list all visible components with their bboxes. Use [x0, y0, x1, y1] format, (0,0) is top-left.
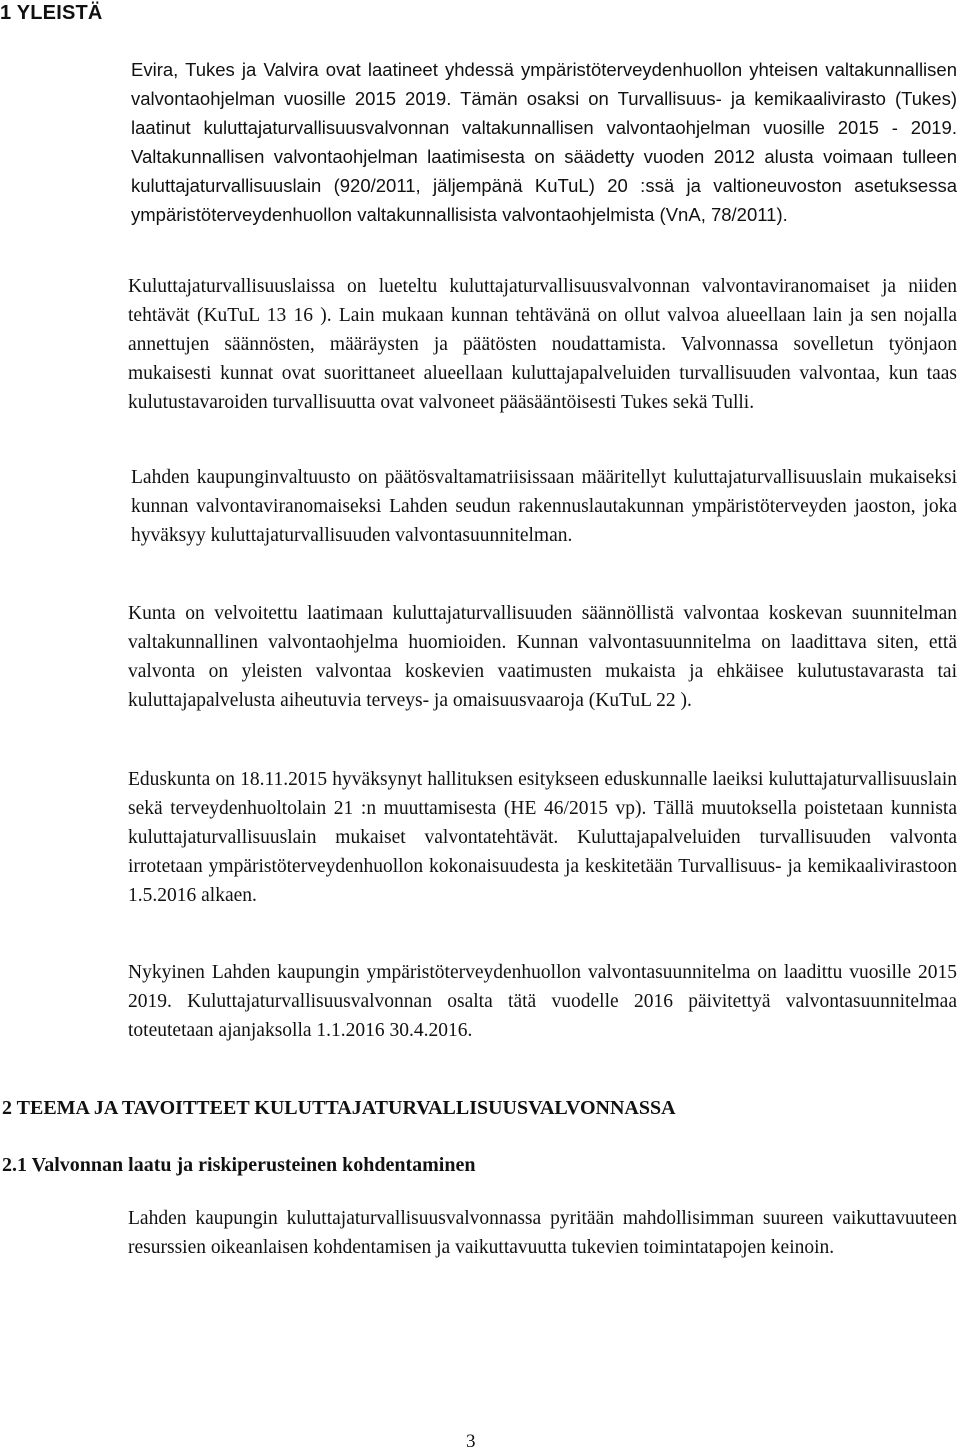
paragraph-nykyinen-suunnitelma: Nykyinen Lahden kaupungin ympäristöterveydenhuollon valvontasuunnitelma on laadittu vuosille 2015 2019. Kuluttajaturvallisuusvalvonnan osalta tätä vuodelle 2016 päivitettyä valvontasuunnitelmaa toteutetaan ajanjaksolla 1.1.2016 30.4.2016.: [128, 962, 957, 1041]
paragraph-valvontaohjelma: Evira, Tukes ja Valvira ovat laatineet yhdessä ympäristöterveydenhuollon yhteisen valtakunnallisen valvontaohjelman vuosille 2015 2019. Tämän osaksi on Turvallisuus- ja kemikaalivirasto (Tukes) laatinut kuluttajaturvallisuusvalvonnan valtakunnallisen valvontaohjelman vuosille 2015 - 2019. Valtakunnallisen valvontaohjelman laatimisesta on säädetty vuoden 2012 alusta voimaan tulleen kuluttajaturvallisuuslain (920/2011, jäljempänä KuTuL) 20 :ssä ja valtioneuvoston asetuksessa ympäristöterveydenhuollon valtakunnallisista valvontaohjelmista (VnA, 78/2011).: [131, 59, 957, 225]
paragraph-vaikuttavuus: Lahden kaupungin kuluttajaturvallisuusvalvonnassa pyritään mahdollisimman suureen vaikuttavuuteen resurssien oikeanlaisen kohdentamisen ja vaikuttavuutta tukevien toimintatapojen keinoin.: [128, 1208, 957, 1258]
subsection-heading-valvonnan-laatu: 2.1 Valvonnan laatu ja riskiperusteinen kohdentaminen: [2, 1154, 476, 1176]
page-number: 3: [466, 1431, 476, 1452]
paragraph-lahden-valtuusto: Lahden kaupunginvaltuusto on päätösvaltamatriisissaan määritellyt kuluttajaturvallisuuslain mukaiseksi kunnan valvontaviranomaiseksi Lahden seudun rakennuslautakunnan ympäristöterveyden jaoston, joka hyväksyy kuluttajaturvallisuuden valvontasuunnitelman.: [131, 467, 957, 546]
paragraph-eduskunta: Eduskunta on 18.11.2015 hyväksynyt hallituksen esitykseen eduskunnalle laeiksi kuluttajaturvallisuuslain sekä terveydenhuoltolain 21 :n muuttamisesta (HE 46/2015 vp). Tällä muutoksella poistetaan kunnista kuluttajaturvallisuuslain mukaiset valvontatehtävät. Kuluttajapalveluiden turvallisuuden valvonta irrotetaan ympäristöterveydenhuollon kokonaisuudesta ja keskitetään Turvallisuus- ja kemikaalivirastoon 1.5.2016 alkaen.: [128, 769, 957, 906]
section-heading-teema: 2 TEEMA JA TAVOITTEET KULUTTAJATURVALLISUUSVALVONNASSA: [2, 1097, 676, 1119]
section-heading-yleista: 1 YLEISTÄ: [0, 2, 103, 24]
paragraph-valvontaviranomaiset: Kuluttajaturvallisuuslaissa on lueteltu kuluttajaturvallisuusvalvonnan valvontaviranomaiset ja niiden tehtävät (KuTuL 13 16 ). Lain mukaan kunnan tehtävänä on ollut valvoa alueellaan lain ja sen nojalla annettujen säännösten, määräysten ja päätösten noudattamista. Valvonnassa sovelletun työnjaon mukaisesti kunnat ovat suorittaneet alueellaan kuluttajapalveluiden turvallisuuden valvontaa, kun taas kulutustavaroiden turvallisuutta ovat valvoneet pääsääntöisesti Tukes sekä Tulli.: [128, 276, 957, 413]
paragraph-kunnan-velvoite: Kunta on velvoitettu laatimaan kuluttajaturvallisuuden säännöllistä valvontaa koskevan suunnitelman valtakunnallinen valvontaohjelma huomioiden. Kunnan valvontasuunnitelma on laadittava siten, että valvonta on yleisten valvontaa koskevien vaatimusten mukaista ja ehkäisee kulutustavarasta tai kuluttajapalvelusta aiheutuvia terveys- ja omaisuusvaaroja (KuTuL 22 ).: [128, 603, 957, 711]
